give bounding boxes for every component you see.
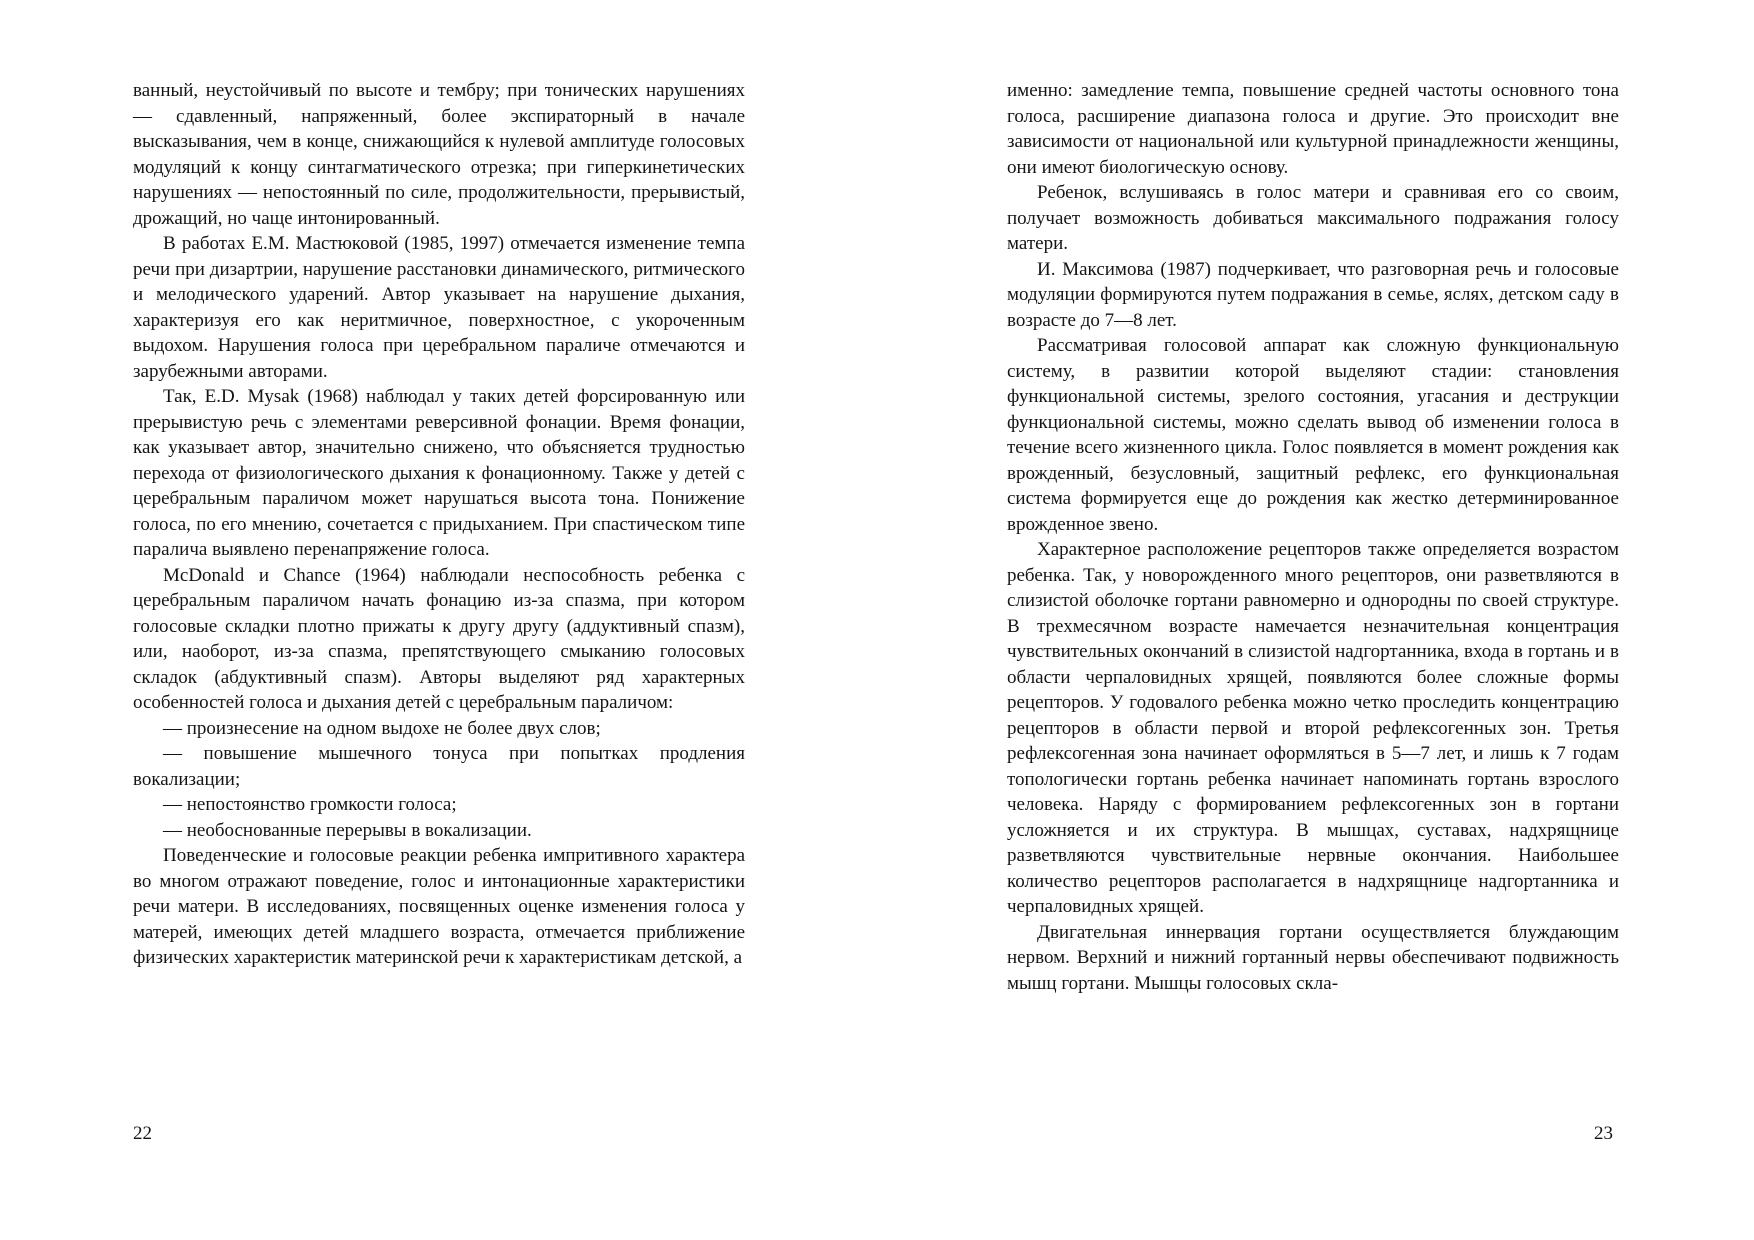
paragraph: В работах Е.М. Мастюковой (1985, 1997) отмечается изменение темпа речи при дизартрии, нарушение расстановки динамического, ритмического и мелодического ударений. Автор указывает на нарушение дыхания, характеризуя его как неритмичное, поверхностное, с укороченным выдохом. Нарушения голоса при церебральном параличе отмечаются и зарубежными авторами. [133,233,745,382]
list-item: — повышение мышечного тонуса при попытках продления вокализации; [133,743,745,790]
paragraph: ванный, неустойчивый по высоте и тембру; при тонических нарушениях — сдавленный, напряженный, более экспираторный в начале высказывания, чем в конце, снижающийся к нулевой амплитуде голосовых модуляций к концу синтагматического отрезка; при гиперкинетических нарушениях — непостоянный по силе, продолжительности, прерывистый, дрожащий, но чаще интонированный. [133,80,745,229]
page-number: 22 [133,1123,152,1144]
paragraph: Так, E.D. Mysak (1968) наблюдал у таких детей форсированную или прерывистую речь с элементами реверсивной фонации. Время фонации, как указывает автор, значительно снижено, что объясняется трудностью перехода от физиологического дыхания к фонационному. Также у детей с церебральным параличом может нарушаться высота тона. Понижение голоса, по его мнению, сочетается с придыханием. При спастическом типе паралича выявлено перенапряжение голоса. [133,386,745,560]
paragraph: именно: замедление темпа, повышение средней частоты основного тона голоса, расширение диапазона голоса и другие. Это происходит вне зависимости от национальной или культурной принадлежности женщины, они имеют биологическую основу. [1007,80,1619,178]
list-item: — непостоянство громкости голоса; [163,794,457,815]
left-page-text [133,78,745,971]
paragraph: Поведенческие и голосовые реакции ребенка импритивного характера во многом отражают поведение, голос и интонационные характеристики речи матери. В исследованиях, посвященных оценке изменения голоса у матерей, имеющих детей младшего возраста, отмечается приближение физических характеристик материнской речи к характеристикам детской, а [133,845,745,968]
paragraph: Ребенок, вслушиваясь в голос матери и сравнивая его со своим, получает возможность добиваться максимального подражания голосу матери. [1007,182,1619,254]
paragraph: Двигательная иннервация гортани осуществляется блуждающим нервом. Верхний и нижний гортанный нервы обеспечивают подвижность мышц гортани. Мышцы голосовых скла- [1007,921,1619,994]
page-number: 23 [1594,1123,1613,1144]
paragraph: McDonald и Chance (1964) наблюдали неспособность ребенка с церебральным параличом начать фонацию из-за спазма, при котором голосовые складки плотно прижаты к другу другу (аддуктивный спазм), или, наоборот, из-за спазма, препятствующего смыканию голосовых складок (абдуктивный спазм). Авторы выделяют ряд характерных особенностей голоса и дыхания детей с церебральным параличом: [133,564,745,713]
right-page-text [1007,78,1619,996]
paragraph: И. Максимова (1987) подчеркивает, что разговорная речь и голосовые модуляции формируются путем подражания в семье, яслях, детском саду в возрасте до 7—8 лет. [1007,258,1619,331]
right-page [877,0,1754,1240]
paragraph: Рассматривая голосовой аппарат как сложную функциональную систему, в развитии которой выделяют стадии: становления функциональной системы, зрелого состояния, угасания и деструкции функциональной системы, можно сделать вывод об изменении голоса в течение всего жизненного цикла. Голос появляется в момент рождения как врожденный, безусловный, защитный рефлекс, его функциональная система формируется еще до рождения как жестко детерминированное врожденное звено. [1007,335,1619,535]
list-item: — произнесение на одном выдохе не более двух слов; [163,717,601,739]
list-item: — необоснованные перерывы в вокализации. [163,819,532,841]
paragraph: Характерное расположение рецепторов также определяется возрастом ребенка. Так, у новорожденного много рецепторов, они разветвляются в слизистой оболочке гортани равномерно и однородны по своей структуре. В трехмесячном возрасте намечается незначительная концентрация чувствительных окончаний в слизистой надгортанника, входа в гортань и в области черпаловидных хрящей, появляются более сложные формы рецепторов. У годовалого ребенка можно четко проследить концентрацию рецепторов в области первой и второй рефлексогенных зон. Третья рефлексогенная зона начинает оформляться в 5—7 лет, и лишь к 7 годам топологически гортань ребенка начинает напоминать гортань взрослого человека. Наряду с формированием рефлексогенных зон в гортани усложняется и их структура. В мышцах, суставах, надхрящнице разветвляются чувствительные нервные окончания. Наибольшее количество рецепторов располагается в надхрящнице надгортанника и черпаловидных хрящей. [1007,539,1619,917]
